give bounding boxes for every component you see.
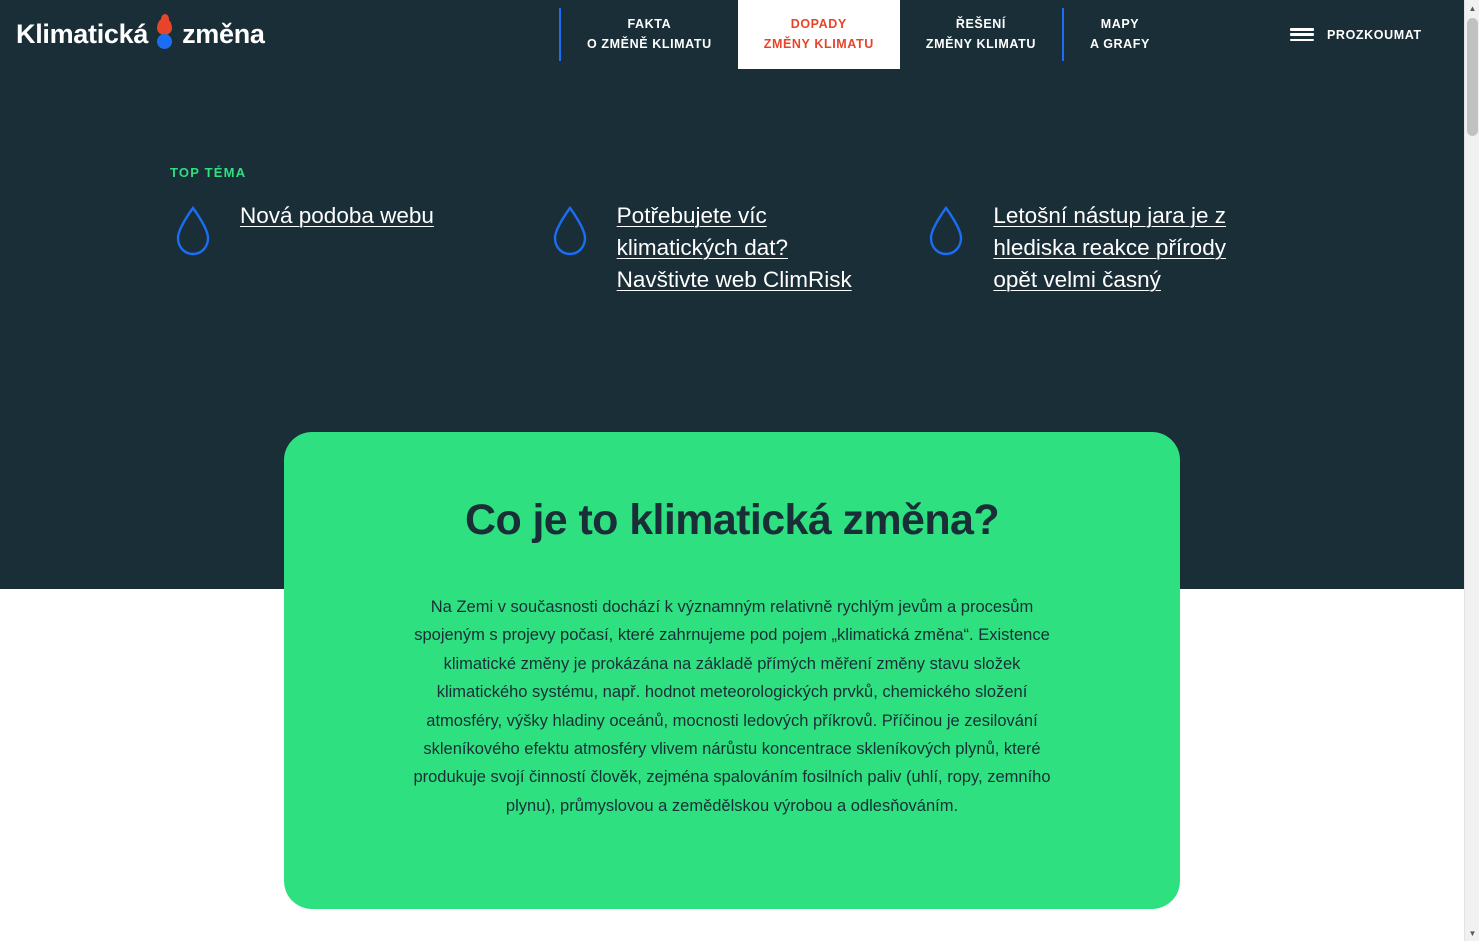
nav-item-mapy[interactable] bbox=[1064, 0, 1176, 69]
top-theme-list bbox=[170, 200, 1300, 296]
nav-item-dopady[interactable] bbox=[738, 0, 900, 69]
water-drop-icon bbox=[170, 204, 216, 260]
main-navigation bbox=[559, 0, 1176, 69]
intro-paragraph: Na Zemi v současnosti dochází k významným relativně rychlým jevům a procesům spojeným s projevy počasí, které zahrnujeme pod pojem „klimatická změna“. Existence klimatické změny je prokázána na základě přímých měření změny stavu složek klimatického systému, např. hodnot meteorologických prvků, chemického složení atmosféry, výšky hladiny oceánů, mocnosti ledových příkrovů. Příčinou je zesilování skleníkového efektu atmosféry vlivem nárůstu koncentrace skleníkových plynů, které produkuje svojí činností člověk, zejména spalováním fosilních paliv (uhlí, ropy, zemního plynu), průmyslovou a zemědělskou výrobou a odlesňováním. bbox=[413, 598, 1051, 815]
vertical-scrollbar[interactable] bbox=[1464, 0, 1479, 941]
scroll-up-arrow-icon[interactable]: ▲ bbox=[1465, 0, 1479, 16]
list-item[interactable] bbox=[170, 200, 547, 296]
explore-label: PROZKOUMAT bbox=[1327, 27, 1422, 42]
list-item-link[interactable]: Letošní nástup jara je z hlediska reakce přírody opět velmi časný bbox=[993, 203, 1226, 292]
nav-item-dopady-line2: ZMĚNY KLIMATU bbox=[763, 36, 874, 51]
nav-item-mapy-line2: A GRAFY bbox=[1089, 36, 1150, 51]
hamburger-icon[interactable] bbox=[1290, 28, 1314, 41]
nav-item-fakta-line2: O ZMĚNĚ KLIMATU bbox=[587, 36, 712, 51]
logo-text-first: Klimatická bbox=[16, 18, 149, 49]
nav-item-reseni[interactable] bbox=[900, 0, 1062, 69]
site-logo[interactable] bbox=[16, 18, 265, 50]
logo-text-second: změna bbox=[182, 18, 265, 49]
nav-item-fakta[interactable] bbox=[561, 0, 738, 69]
scroll-down-arrow-icon[interactable]: ▼ bbox=[1465, 925, 1479, 941]
list-item[interactable] bbox=[923, 200, 1300, 296]
water-drop-icon bbox=[547, 204, 593, 260]
explore-button[interactable] bbox=[1290, 0, 1422, 69]
top-theme-label: TOP TÉMA bbox=[170, 165, 247, 180]
page-title: Co je to klimatická změna? bbox=[464, 496, 999, 544]
scrollbar-thumb[interactable] bbox=[1467, 18, 1478, 136]
nav-item-reseni-line2: ZMĚNY KLIMATU bbox=[925, 36, 1036, 51]
nav-item-mapy-line1: MAPY bbox=[1100, 17, 1140, 32]
nav-item-reseni-line1: ŘEŠENÍ bbox=[955, 17, 1006, 32]
water-drop-icon bbox=[923, 204, 969, 260]
list-item-link[interactable]: Nová podoba webu bbox=[240, 203, 434, 228]
drop-and-dot-icon bbox=[154, 18, 176, 50]
nav-item-fakta-line1: FAKTA bbox=[627, 17, 672, 32]
nav-item-dopady-line1: DOPADY bbox=[790, 17, 847, 32]
intro-card bbox=[284, 432, 1180, 909]
site-header bbox=[0, 0, 1464, 69]
list-item-link[interactable]: Potřebujete víc klimatických dat? Navštivte web ClimRisk bbox=[616, 203, 852, 292]
list-item[interactable] bbox=[547, 200, 924, 296]
